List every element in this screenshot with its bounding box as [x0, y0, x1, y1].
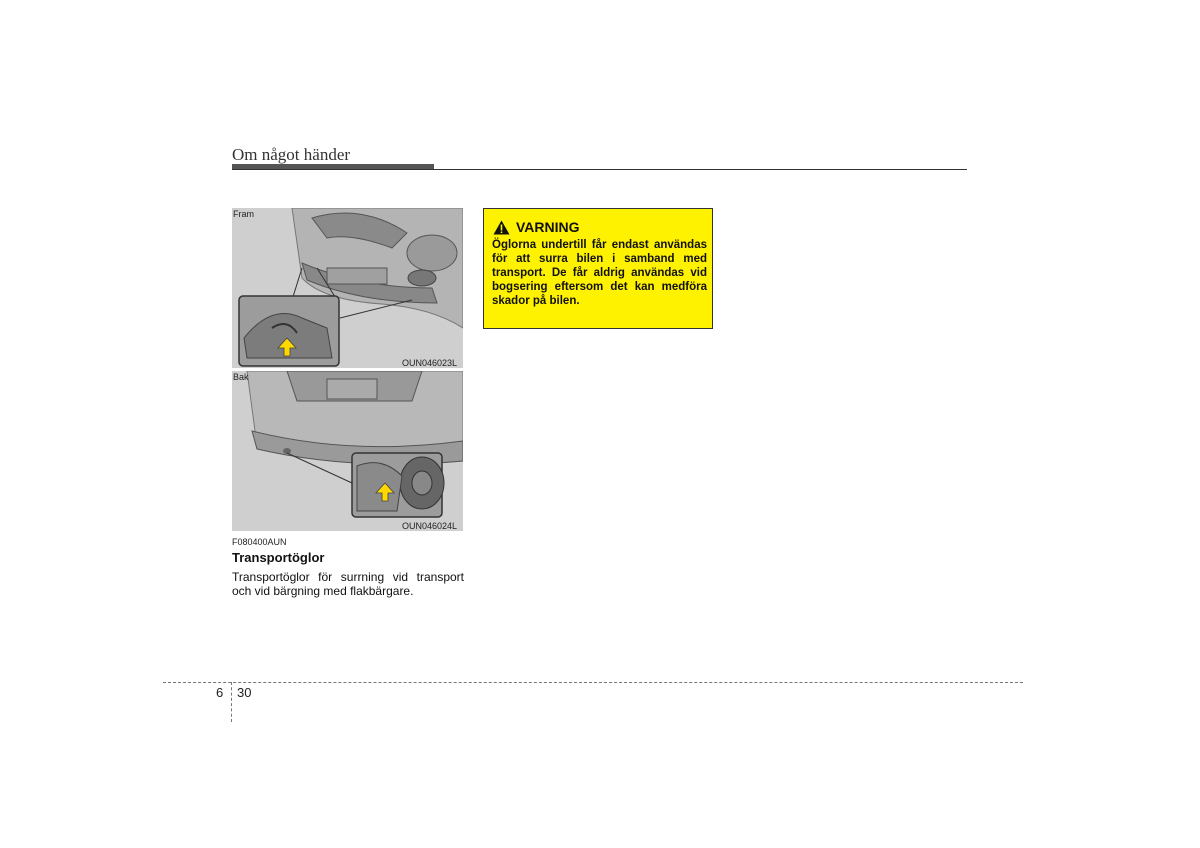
chapter-number: 6 — [216, 685, 224, 700]
section-title: Transportöglor — [232, 550, 325, 565]
warning-box — [483, 208, 713, 329]
front-tow-hook-figure — [232, 208, 463, 368]
section-body-text: Transportöglor för surrning vid transport och vid bärgning med flakbärgare. — [232, 570, 464, 598]
rear-figure-code: OUN046024L — [402, 521, 458, 531]
rear-figure-label: Bak — [233, 372, 249, 382]
header-rule — [232, 169, 967, 170]
rear-car-illustration — [232, 371, 463, 531]
warning-triangle-icon — [493, 220, 510, 235]
warning-header — [493, 219, 580, 235]
front-car-illustration — [232, 208, 463, 368]
front-figure-code: OUN046023L — [402, 358, 458, 368]
footer-divider — [231, 682, 232, 722]
warning-title: VARNING — [516, 219, 580, 235]
warning-text: Öglorna undertill får endast användas för att surra bilen i samband med transport. De får aldrig användas vid bogsering eftersom det kan medföra skador på bilen. — [492, 239, 707, 307]
footer-rule — [163, 682, 1023, 683]
rear-tow-hook-figure — [232, 371, 463, 531]
front-figure-label: Fram — [233, 209, 254, 219]
page-header-title: Om något händer — [232, 145, 351, 164]
page-number: 30 — [237, 685, 252, 700]
section-code: F080400AUN — [232, 537, 287, 547]
